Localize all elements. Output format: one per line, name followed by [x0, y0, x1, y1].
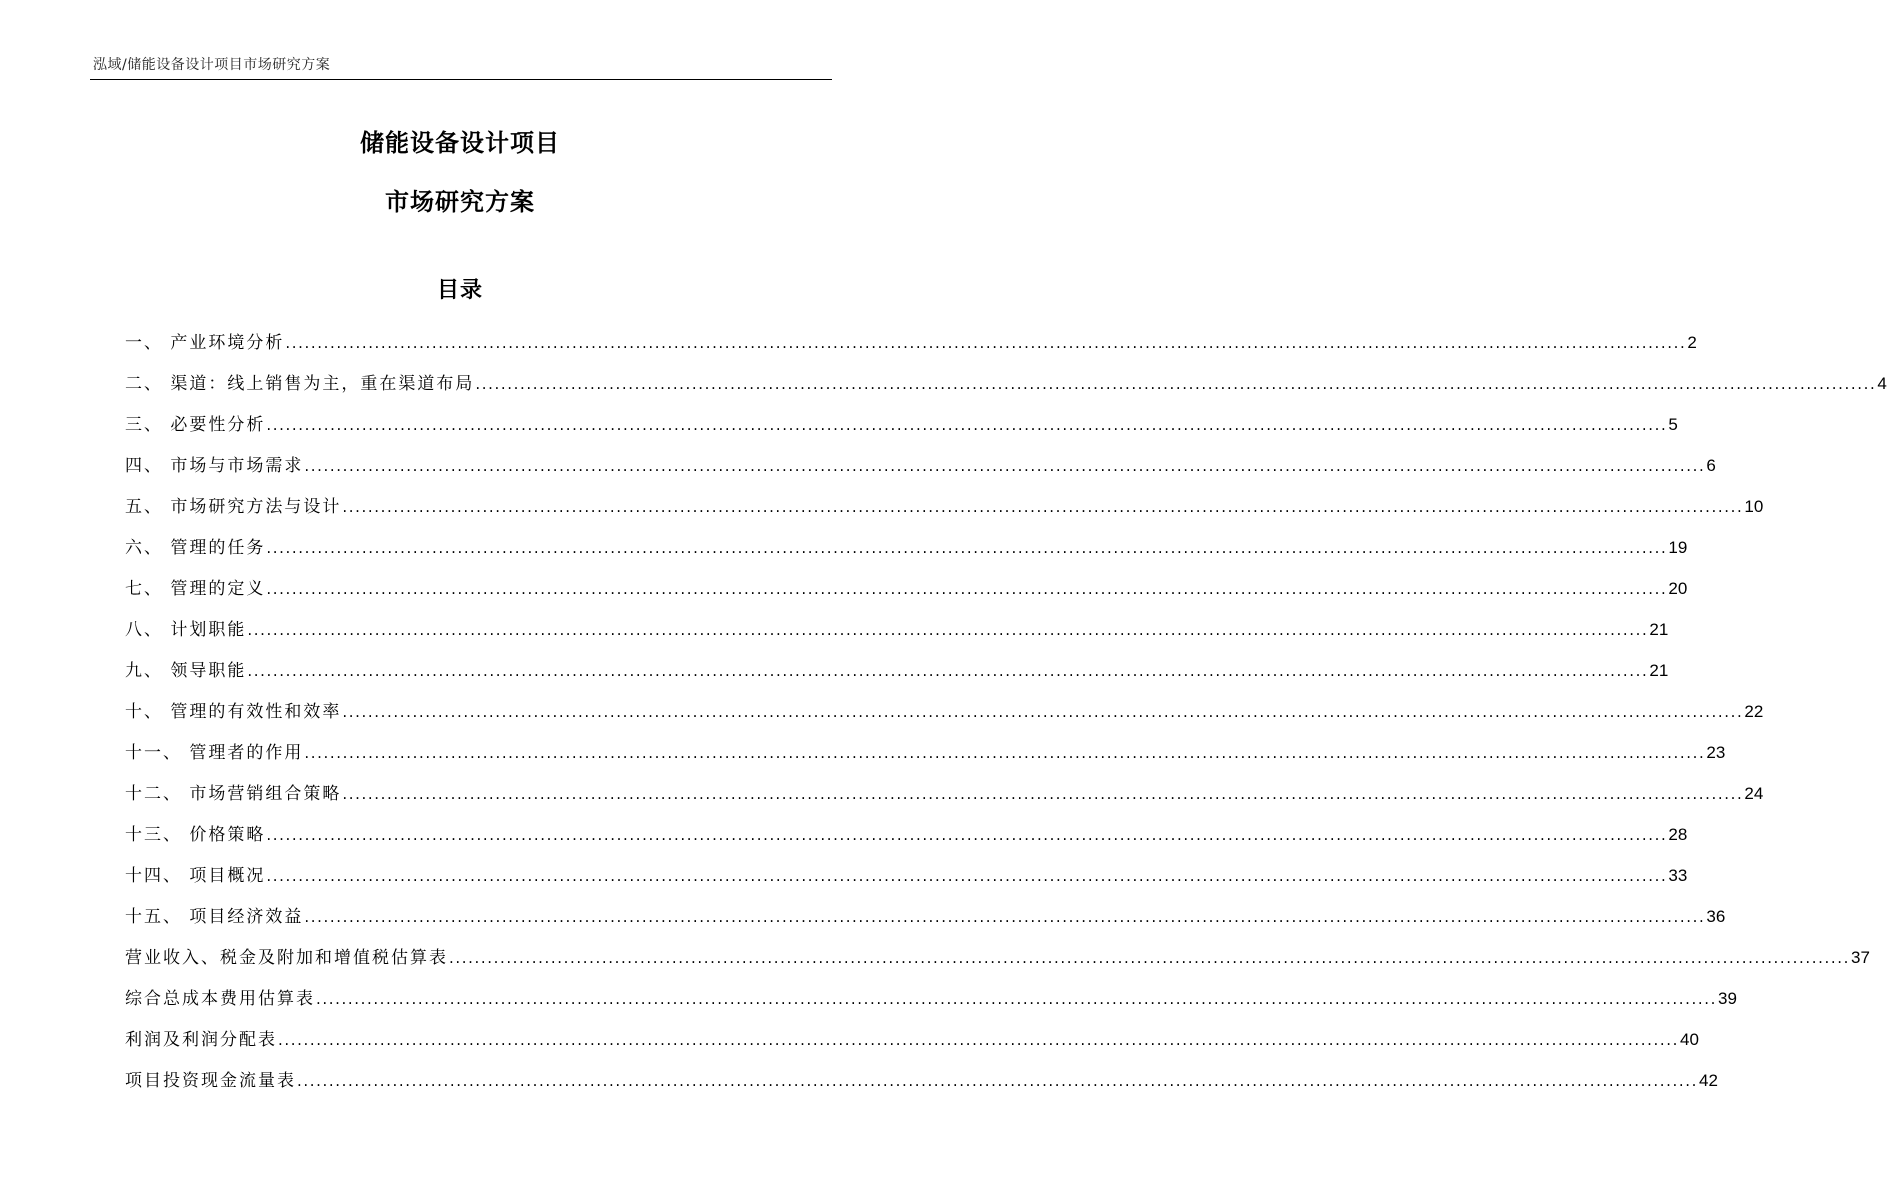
toc-entry[interactable] — [125, 937, 1870, 978]
toc-entry-label: 十、 管理的有效性和效率 — [125, 702, 342, 722]
toc-entry[interactable] — [125, 322, 1697, 363]
toc-entry-label: 营业收入、税金及附加和增值税估算表 — [125, 948, 448, 968]
toc-entry-page-number: 4 — [1877, 374, 1887, 393]
toc-entry-page-number: 6 — [1706, 456, 1716, 475]
toc-dot-leader: ............................................................................................................................................................................................................................ — [304, 908, 1706, 926]
toc-entry[interactable] — [125, 1019, 1699, 1060]
toc-entry-page-number: 19 — [1668, 538, 1688, 557]
toc-entry-label: 五、 市场研究方法与设计 — [125, 497, 342, 517]
toc-dot-leader: ............................................................................................................................................................................................................................ — [316, 990, 1717, 1008]
toc-entry-label: 十二、 市场营销组合策略 — [125, 784, 342, 804]
toc-entry-page-number: 21 — [1649, 661, 1669, 680]
document-title-line-1: 储能设备设计项目 — [360, 129, 560, 157]
toc-dot-leader: ............................................................................................................................................................................................................................ — [449, 949, 1850, 967]
toc-entry-page-number: 20 — [1668, 579, 1688, 598]
toc-dot-leader: ............................................................................................................................................................................................................................ — [266, 416, 1668, 434]
toc-entry-page-number: 22 — [1744, 702, 1764, 721]
toc-entry[interactable] — [125, 855, 1688, 896]
toc-entry-page-number: 28 — [1668, 825, 1688, 844]
toc-entry-label: 一、 产业环境分析 — [125, 333, 285, 353]
toc-entry-page-number: 37 — [1850, 948, 1870, 967]
toc-entry-page-number: 10 — [1744, 497, 1764, 516]
toc-entry-label: 二、 渠道：线上销售为主，重在渠道布局 — [125, 374, 475, 394]
toc-entry-page-number: 23 — [1706, 743, 1726, 762]
toc-entry[interactable] — [125, 445, 1716, 486]
toc-entry[interactable] — [125, 404, 1678, 445]
toc-entry[interactable] — [125, 650, 1669, 691]
toc-dot-leader: ............................................................................................................................................................................................................................ — [278, 1031, 1679, 1049]
toc-entry-label: 四、 市场与市场需求 — [125, 456, 304, 476]
toc-entry-page-number: 40 — [1679, 1030, 1699, 1049]
toc-entry-label: 十一、 管理者的作用 — [125, 743, 304, 763]
toc-dot-leader: ............................................................................................................................................................................................................................ — [266, 867, 1668, 885]
toc-entry-label: 八、 计划职能 — [125, 620, 247, 640]
toc-entry-page-number: 21 — [1649, 620, 1669, 639]
toc-entry-page-number: 2 — [1687, 333, 1697, 352]
toc-entry[interactable] — [125, 609, 1669, 650]
toc-dot-leader: ............................................................................................................................................................................................................................ — [266, 539, 1668, 557]
toc-entry-page-number: 36 — [1706, 907, 1726, 926]
toc-entry[interactable] — [125, 732, 1726, 773]
toc-entry-page-number: 24 — [1744, 784, 1764, 803]
toc-dot-leader: ............................................................................................................................................................................................................................ — [342, 498, 1744, 516]
toc-entry[interactable] — [125, 363, 1887, 404]
toc-entry-page-number: 33 — [1668, 866, 1688, 885]
toc-entry[interactable] — [125, 896, 1726, 937]
table-of-contents — [125, 322, 1887, 1101]
toc-entry-label: 九、 领导职能 — [125, 661, 247, 681]
toc-entry[interactable] — [125, 814, 1688, 855]
toc-entry-label: 十四、 项目概况 — [125, 866, 266, 886]
toc-entry[interactable] — [125, 773, 1764, 814]
toc-entry-page-number: 5 — [1668, 415, 1678, 434]
toc-entry-label: 十五、 项目经济效益 — [125, 907, 304, 927]
document-title-line-2: 市场研究方案 — [385, 188, 535, 216]
toc-entry-label: 十三、 价格策略 — [125, 825, 266, 845]
toc-entry[interactable] — [125, 978, 1737, 1019]
toc-dot-leader: ............................................................................................................................................................................................................................ — [304, 457, 1706, 475]
toc-heading: 目录 — [436, 278, 483, 303]
toc-entry-label: 六、 管理的任务 — [125, 538, 266, 558]
header-divider — [90, 79, 832, 80]
toc-entry[interactable] — [125, 486, 1764, 527]
toc-entry-page-number: 42 — [1698, 1071, 1718, 1090]
toc-entry-label: 三、 必要性分析 — [125, 415, 266, 435]
toc-dot-leader: ............................................................................................................................................................................................................................ — [297, 1072, 1698, 1090]
toc-entry-label: 项目投资现金流量表 — [125, 1071, 296, 1091]
running-header: 泓域/储能设备设计项目市场研究方案 — [93, 57, 331, 73]
toc-dot-leader: ............................................................................................................................................................................................................................ — [342, 703, 1744, 721]
toc-dot-leader: ............................................................................................................................................................................................................................ — [266, 826, 1668, 844]
toc-dot-leader: ............................................................................................................................................................................................................................ — [285, 334, 1687, 352]
toc-entry[interactable] — [125, 527, 1688, 568]
toc-dot-leader: ............................................................................................................................................................................................................................ — [342, 785, 1744, 803]
toc-entry[interactable] — [125, 691, 1764, 732]
toc-dot-leader: ............................................................................................................................................................................................................................ — [247, 621, 1649, 639]
toc-entry[interactable] — [125, 1060, 1718, 1101]
toc-entry-label: 利润及利润分配表 — [125, 1030, 277, 1050]
toc-dot-leader: ............................................................................................................................................................................................................................ — [475, 375, 1877, 393]
toc-dot-leader: ............................................................................................................................................................................................................................ — [247, 662, 1649, 680]
toc-dot-leader: ............................................................................................................................................................................................................................ — [266, 580, 1668, 598]
toc-entry-page-number: 39 — [1717, 989, 1737, 1008]
toc-entry-label: 七、 管理的定义 — [125, 579, 266, 599]
toc-entry[interactable] — [125, 568, 1688, 609]
toc-dot-leader: ............................................................................................................................................................................................................................ — [304, 744, 1706, 762]
toc-entry-label: 综合总成本费用估算表 — [125, 989, 315, 1009]
